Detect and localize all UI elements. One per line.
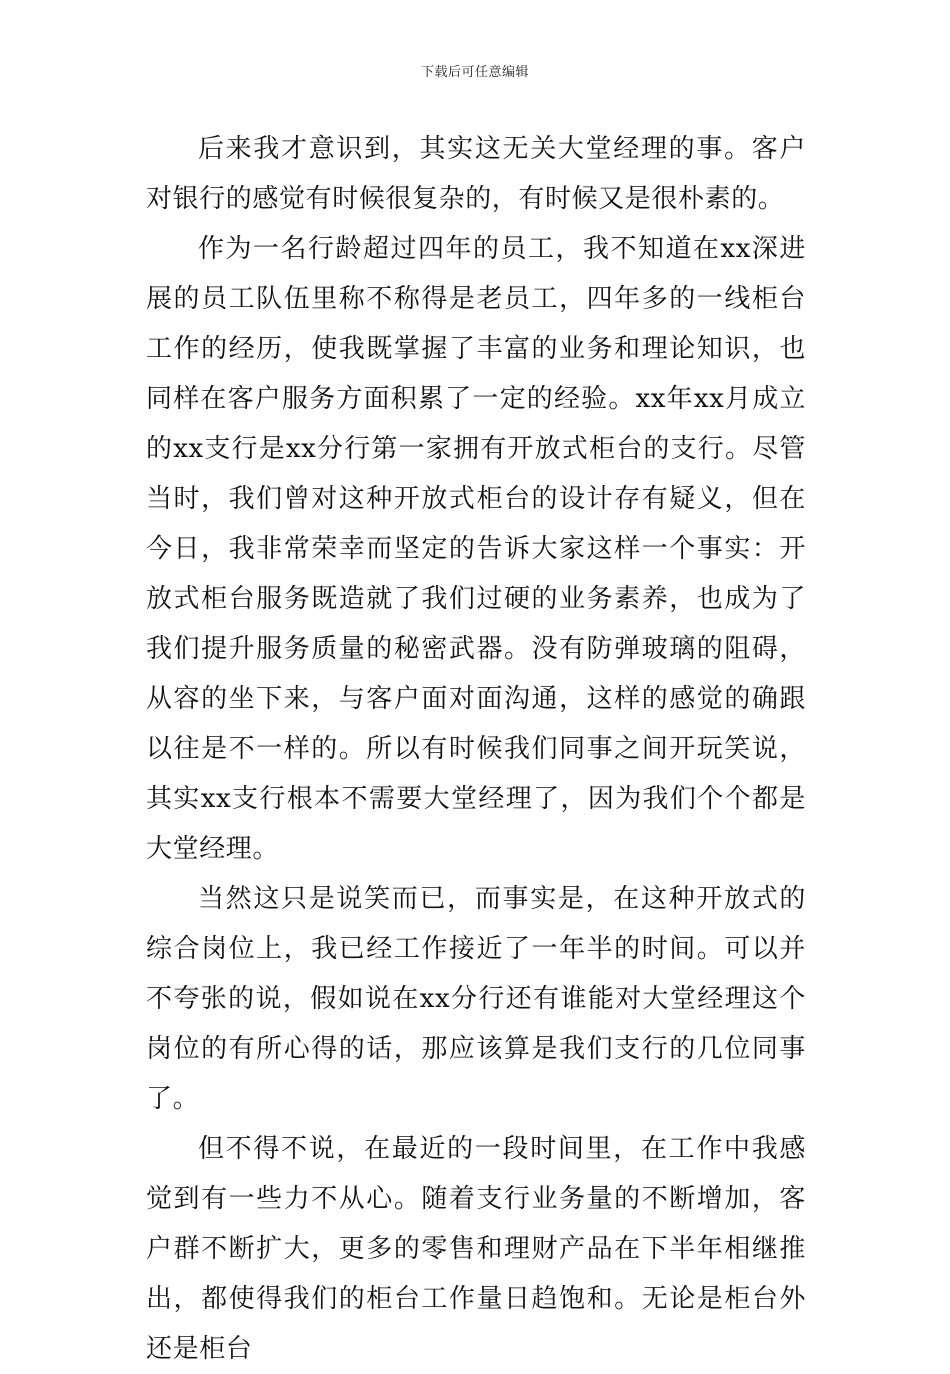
paragraph: 后来我才意识到，其实这无关大堂经理的事。客户对银行的感觉有时候很复杂的，有时候又是很朴素的。 [146, 134, 806, 214]
paragraph: 当然这只是说笑而已，而事实是，在这种开放式的综合岗位上，我已经工作接近了一年半的时间。可以并不夸张的说，假如说在xx分行还有谁能对大堂经理这个岗位的有所心得的话，那应该算是我们支行的几位同事了。 [146, 884, 806, 1114]
paragraph: 作为一名行龄超过四年的员工，我不知道在xx深进展的员工队伍里称不称得是老员工，四年多的一线柜台工作的经历，使我既掌握了丰富的业务和理论知识，也同样在客户服务方面积累了一定的经验。xx年xx月成立的xx支行是xx分行第一家拥有开放式柜台的支行。尽管当时，我们曾对这种开放式柜台的设计存有疑义，但在今日，我非常荣幸而坚定的告诉大家这样一个事实：开放式柜台服务既造就了我们过硬的业务素养，也成为了我们提升服务质量的秘密武器。没有防弹玻璃的阻碍，从容的坐下来，与客户面对面沟通，这样的感觉的确跟以往是不一样的。所以有时候我们同事之间开玩笑说，其实xx支行根本不需要大堂经理了，因为我们个个都是大堂经理。 [146, 234, 806, 864]
paragraph: 但不得不说，在最近的一段时间里，在工作中我感觉到有一些力不从心。随着支行业务量的不断增加，客户群不断扩大，更多的零售和理财产品在下半年相继推出，都使得我们的柜台工作量日趋饱和。无论是柜台外还是柜台 [146, 1134, 806, 1364]
document-body [146, 124, 806, 1374]
page-header: 下载后可任意编辑 [420, 65, 529, 80]
